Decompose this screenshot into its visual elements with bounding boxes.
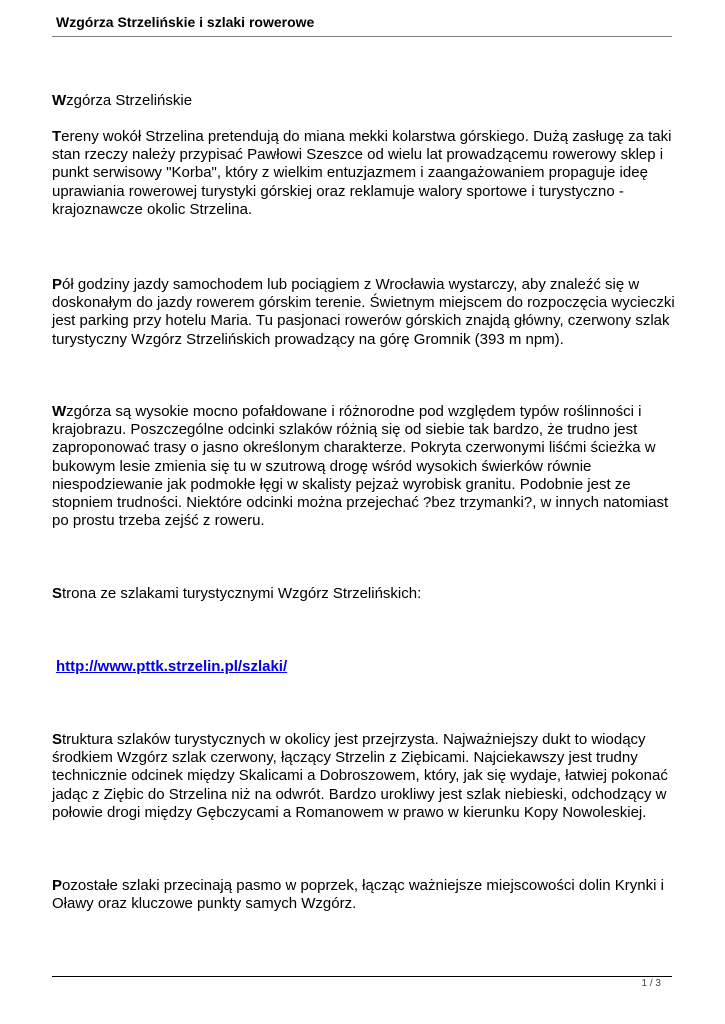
paragraph-2: [52, 276, 684, 349]
paragraph-text: ół godziny jazdy samochodem lub pociągiem z Wrocławia wystarczy, aby znaleźć się w doskonałym do jazdy rowerem górskim terenie. Świetnym miejscem do rozpoczęcia wycieczki jest parking przy hotelu Maria. Tu pasjonaci rowerów górskich znajdą główny, czerwony szlak turystyczny Wzgórz Strzelińskich prowadzący na górę Gromnik (393 m npm).: [52, 276, 675, 348]
paragraph-5: [52, 731, 684, 822]
drop-letter: P: [52, 276, 63, 293]
drop-letter: S: [52, 585, 63, 602]
heading-text: zgórza Strzelińskie: [66, 92, 193, 109]
paragraph-4: [52, 585, 684, 603]
drop-letter: W: [52, 92, 67, 109]
paragraph-1: [52, 128, 684, 219]
drop-letter: P: [52, 877, 63, 894]
document-title: Wzgórza Strzelińskie i szlaki rowerowe: [56, 14, 315, 30]
trails-link[interactable]: http://www.pttk.strzelin.pl/szlaki/: [56, 658, 288, 675]
page-number: 1 / 3: [641, 978, 661, 989]
paragraph-3: [52, 403, 684, 530]
header-divider: [52, 36, 672, 37]
paragraph-text: ozostałe szlaki przecinają pasmo w poprzek, łącząc ważniejsze miejscowości dolin Krynki i Oławy oraz kluczowe punkty samych Wzgórz.: [52, 877, 664, 913]
paragraph-text: trona ze szlakami turystycznymi Wzgórz Strzelińskich:: [62, 585, 422, 602]
paragraph-6: [52, 877, 684, 913]
drop-letter: T: [52, 128, 62, 145]
paragraph-text: ereny wokół Strzelina pretendują do miana mekki kolarstwa górskiego. Dużą zasługę za taki stan rzeczy należy przypisać Pawłowi Szeszce od wielu lat prowadzącemu rowerowy sklep i punkt serwisowy "Korba", który z wielkim entuzjazmem i zaangażowaniem propaguje ideę uprawiania rowerowej turystyki górskiej oraz reklamuje walory sportowe i turystyczno - krajoznawcze okolic Strzelina.: [52, 128, 672, 218]
footer-divider: [52, 976, 672, 977]
paragraph-text: truktura szlaków turystycznych w okolicy jest przejrzysta. Najważniejszy dukt to wiodący środkiem Wzgórz szlak czerwony, łączący Strzelin z Ziębicami. Najciekawszy jest trudny technicznie odcinek między Skalicami a Dobroszowem, który, jak się wydaje, łatwiej pokonać jadąc z Ziębic do Strzelina niż na odwrót. Bardzo urokliwy jest szlak niebieski, odchodzący w połowie drogi między Gębczycami a Romanowem w prawo w kierunku Kopy Nowoleskiej.: [52, 731, 668, 821]
paragraph-text: zgórza są wysokie mocno pofałdowane i różnorodne pod względem typów roślinności i krajobrazu. Poszczególne odcinki szlaków różnią się od siebie tak bardzo, że trudno jest zaproponować trasy o jasno określonym charakterze. Pokryta czerwonymi liśćmi ścieżka w bukowym lesie zmienia się tu w szutrową drogę wśród wysokich świerków równie niespodziewanie jak podmokłe łęgi w skalisty pejzaż wyrobisk granitu. Podobnie jest ze stopniem trudności. Niektóre odcinki można przejechać ?bez trzymanki?, w innych natomiast po prostu trzeba zejść z roweru.: [52, 403, 669, 530]
drop-letter: S: [52, 731, 63, 748]
section-heading: [52, 92, 684, 110]
drop-letter: W: [52, 403, 67, 420]
